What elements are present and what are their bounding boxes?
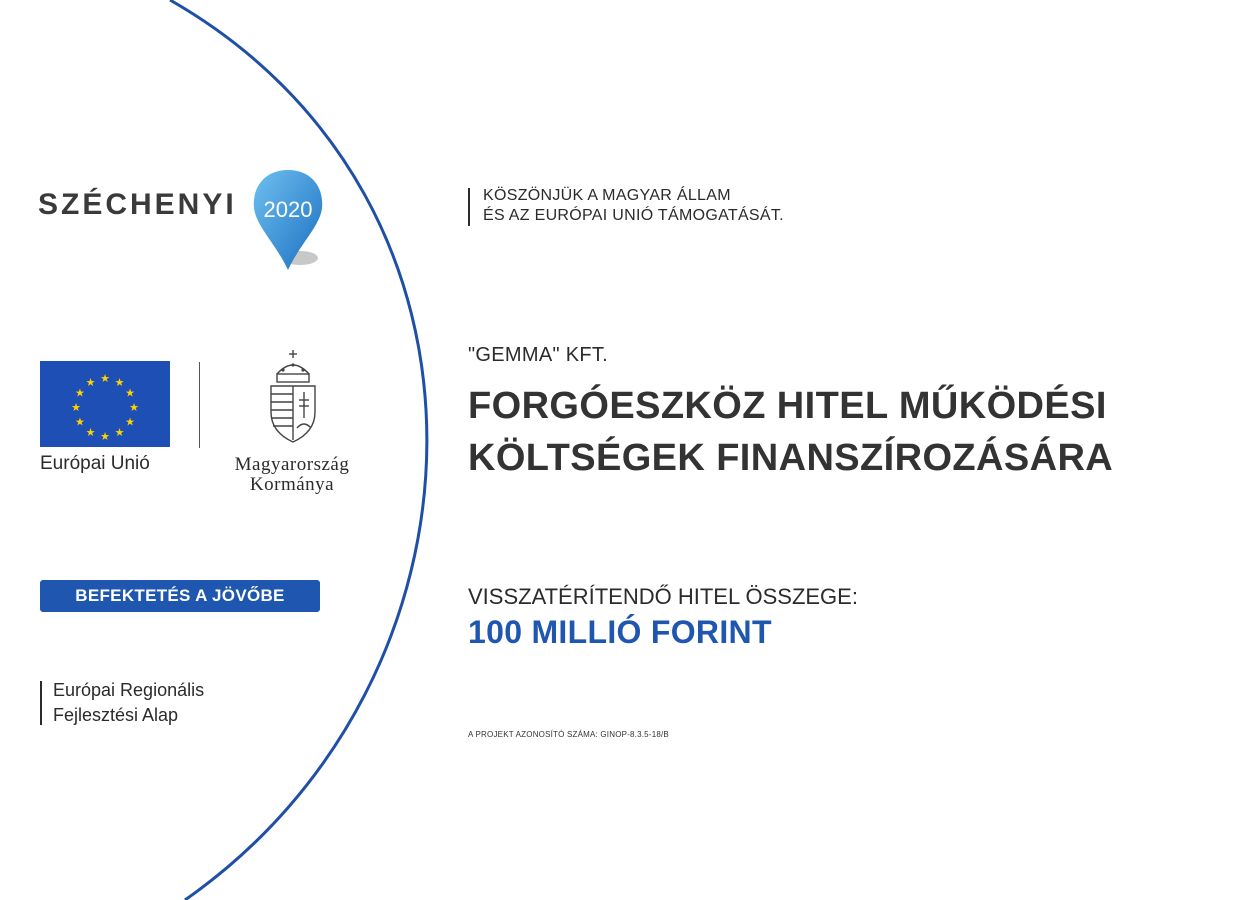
svg-text:★: ★ <box>85 426 96 440</box>
szechenyi-2020-pin-icon <box>248 166 328 274</box>
loan-amount-label: VISSZATÉRÍTENDŐ HITEL ÖSSZEGE: <box>468 584 858 609</box>
thanks-line1: KÖSZÖNJÜK A MAGYAR ÁLLAM <box>483 187 731 204</box>
szechenyi-year: 2020 <box>263 197 313 222</box>
thanks-accent-bar <box>468 188 470 226</box>
svg-text:★: ★ <box>85 375 96 389</box>
svg-text:★: ★ <box>114 426 125 440</box>
government-label-line2: Kormánya <box>249 474 335 495</box>
project-id: A PROJEKT AZONOSÍTÓ SZÁMA: GINOP-8.3.5-18/B <box>468 730 669 739</box>
fund-label-line2: Fejlesztési Alap <box>53 705 179 725</box>
fund-accent-bar <box>40 681 42 725</box>
invest-in-future-badge: BEFEKTETÉS A JÖVŐBE <box>40 580 320 612</box>
svg-text:★: ★ <box>74 386 85 400</box>
svg-text:★: ★ <box>125 415 136 429</box>
svg-text:★: ★ <box>100 430 110 443</box>
hungarian-coat-of-arms-icon <box>265 348 321 444</box>
svg-text:★: ★ <box>71 401 81 414</box>
svg-text:★: ★ <box>129 401 139 414</box>
szechenyi-logo-text: SZÉCHENYI <box>38 188 237 221</box>
svg-text:★: ★ <box>100 372 110 385</box>
logo-divider <box>199 362 200 448</box>
eu-flag-icon <box>40 361 170 447</box>
loan-amount-value: 100 MILLIÓ FORINT <box>468 614 772 650</box>
project-title-line2: KÖLTSÉGEK FINANSZÍROZÁSÁRA <box>468 437 1114 479</box>
fund-label-line1: Európai Regionális <box>53 680 205 700</box>
svg-text:★: ★ <box>114 375 125 389</box>
thanks-line2: ÉS AZ EURÓPAI UNIÓ TÁMOGATÁSÁT. <box>483 207 784 224</box>
beneficiary-name: "GEMMA" KFT. <box>468 344 609 366</box>
svg-text:★: ★ <box>74 415 85 429</box>
project-title-line1: FORGÓESZKÖZ HITEL MŰKÖDÉSI <box>468 385 1107 427</box>
government-label-line1: Magyarország <box>234 454 350 475</box>
eu-label: Európai Unió <box>40 453 150 474</box>
svg-text:★: ★ <box>125 386 136 400</box>
